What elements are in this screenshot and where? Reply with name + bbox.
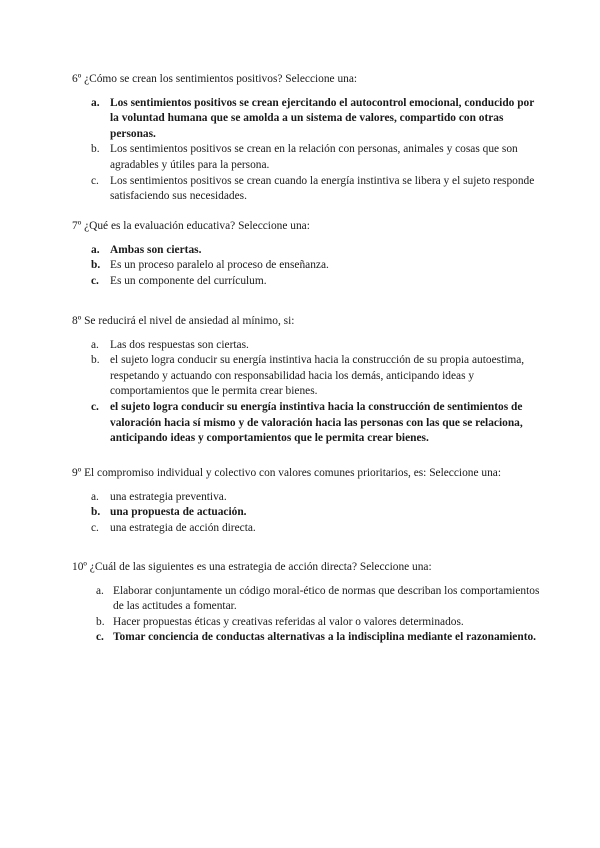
option-letter: a. xyxy=(91,490,99,503)
question-10 xyxy=(72,560,542,646)
question-8-title: 8º Se reducirá el nivel de ansiedad al mínimo, si: xyxy=(72,315,295,327)
option-letter: b. xyxy=(96,615,105,628)
option-text: una estrategia de acción directa. xyxy=(110,521,256,534)
option-text: Los sentimientos positivos se crean cuando la energía instintiva se libera y el sujeto responde satisfaciendo sus necesidades. xyxy=(110,174,535,203)
option-a xyxy=(72,96,542,143)
option-letter: b. xyxy=(91,143,100,156)
option-text: una estrategia preventiva. xyxy=(110,490,227,503)
question-10-options xyxy=(72,584,542,646)
option-letter: a. xyxy=(96,584,104,597)
question-9 xyxy=(72,466,542,536)
option-text: Elaborar conjuntamente un código moral-ético de normas que describan los comportamientos de las actitudes a fomentar. xyxy=(113,584,540,613)
option-text: Es un proceso paralelo al proceso de enseñanza. xyxy=(110,259,329,272)
option-b xyxy=(72,142,542,173)
option-text: Las dos respuestas son ciertas. xyxy=(110,338,249,351)
question-7-title: 7º ¿Qué es la evaluación educativa? Seleccione una: xyxy=(72,220,310,232)
option-letter: a. xyxy=(91,96,100,109)
option-b xyxy=(72,258,542,274)
option-text: Es un componente del currículum. xyxy=(110,274,267,287)
question-10-title: 10º ¿Cuál de las siguientes es una estrategia de acción directa? Seleccione una: xyxy=(72,561,432,573)
option-letter: a. xyxy=(91,243,100,256)
question-6-title: 6º ¿Cómo se crean los sentimientos positivos? Seleccione una: xyxy=(72,73,358,85)
option-text: Ambas son ciertas. xyxy=(110,243,202,256)
option-letter: b. xyxy=(91,259,101,272)
question-7-options xyxy=(72,243,542,290)
option-a xyxy=(72,243,542,259)
option-letter: b. xyxy=(91,354,100,367)
option-c xyxy=(72,400,542,447)
option-letter: b. xyxy=(91,506,101,519)
question-7 xyxy=(72,219,542,289)
option-text: una propuesta de actuación. xyxy=(110,506,247,519)
option-letter: c. xyxy=(91,521,99,534)
question-6-options xyxy=(72,96,542,205)
option-a xyxy=(72,584,542,615)
question-6 xyxy=(72,72,542,205)
option-b xyxy=(72,353,542,400)
option-letter: c. xyxy=(91,174,99,187)
option-c xyxy=(72,521,542,537)
option-b xyxy=(72,505,542,521)
option-text: Los sentimientos positivos se crean en la relación con personas, animales y cosas que son agradables y útiles para la persona. xyxy=(110,143,518,171)
option-a xyxy=(72,338,542,354)
option-c xyxy=(72,274,542,290)
option-c xyxy=(72,174,542,205)
option-letter: c. xyxy=(96,631,104,644)
option-text: Los sentimientos positivos se crean ejercitando el autocontrol emocional, conducido por la voluntad humana que se amolda a un sistema de valores, compartido con otras personas. xyxy=(110,96,535,140)
option-text: el sujeto logra conducir su energía instintiva hacia la construcción de su propia autoestima, respetando y actuando con responsabilidad hacia los demás, anticipando ideas y comportamientos que le permita crear bienes. xyxy=(110,354,525,398)
question-8-options xyxy=(72,338,542,447)
option-text: Hacer propuestas éticas y creativas referidas al valor o valores determinados. xyxy=(113,615,464,628)
question-9-title: 9º El compromiso individual y colectivo con valores comunes prioritarios, es: Seleccione una: xyxy=(72,467,501,479)
option-letter: c. xyxy=(91,274,99,287)
option-b xyxy=(72,615,542,631)
option-c xyxy=(72,630,542,646)
option-letter: a. xyxy=(91,338,99,351)
question-8 xyxy=(72,314,542,447)
question-9-options xyxy=(72,490,542,537)
option-letter: c. xyxy=(91,400,99,413)
option-text: el sujeto logra conducir su energía instintiva hacia la construcción de sentimientos de valoración hacia sí mismo y de valoración hacia las personas con las que se relaciona, anticipando ideas y comportamientos que le permita crear bienes. xyxy=(110,400,523,445)
option-a xyxy=(72,490,542,506)
option-text: Tomar conciencia de conductas alternativas a la indisciplina mediante el razonamiento. xyxy=(113,631,537,644)
